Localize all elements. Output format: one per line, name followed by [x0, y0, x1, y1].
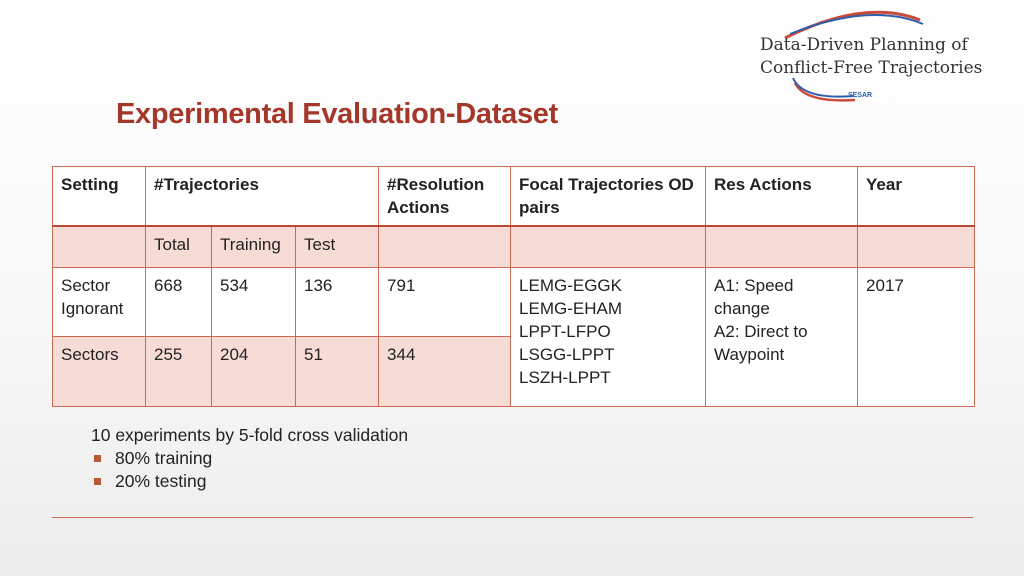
header-year: Year: [858, 167, 975, 227]
header-focal-od-pairs: Focal Trajectories OD pairs: [511, 167, 706, 227]
list-item: [91, 447, 408, 470]
table-row: [53, 268, 975, 337]
cell-training: 204: [212, 337, 296, 407]
od-pair: LEMG-EGGK: [519, 276, 622, 295]
res-action: A1: Speed change: [714, 276, 794, 318]
cell-total: 668: [146, 268, 212, 337]
od-pair: LSZH-LPPT: [519, 368, 611, 387]
cell-year: 2017: [858, 268, 975, 407]
cell-setting: Sectors: [53, 337, 146, 407]
logo-text: [760, 34, 1010, 80]
cell-setting: Sector Ignorant: [53, 268, 146, 337]
dataset-table: [52, 166, 975, 407]
square-bullet-icon: [94, 478, 101, 485]
cell-res-actions: [706, 268, 858, 407]
notes-heading: 10 experiments by 5-fold cross validation: [91, 425, 409, 445]
cell-test: 51: [296, 337, 379, 407]
subheader-empty: [858, 226, 975, 268]
cell-resolution: 344: [379, 337, 511, 407]
table-subheader-row: [53, 226, 975, 268]
od-pair: LSGG-LPPT: [519, 345, 615, 364]
subheader-empty: [379, 226, 511, 268]
logo-line-1: Data-Driven Planning of: [760, 35, 968, 55]
subheader-total: Total: [146, 226, 212, 268]
bullet-text: 20% testing: [115, 471, 207, 491]
notes-list: [91, 447, 408, 493]
subheader-empty: [53, 226, 146, 268]
header-resolution-actions: #Resolution Actions: [379, 167, 511, 227]
cell-test: 136: [296, 268, 379, 337]
table-header-row: [53, 167, 975, 227]
square-bullet-icon: [94, 455, 101, 462]
cell-total: 255: [146, 337, 212, 407]
notes-block: [91, 424, 408, 493]
subheader-training: Training: [212, 226, 296, 268]
header-res-actions: Res Actions: [706, 167, 858, 227]
header-trajectories: #Trajectories: [146, 167, 379, 227]
cell-training: 534: [212, 268, 296, 337]
res-action: A2: Direct to Waypoint: [714, 322, 808, 364]
bullet-text: 80% training: [115, 448, 213, 468]
od-pair: LEMG-EHAM: [519, 299, 622, 318]
slide-title: Experimental Evaluation-Dataset: [116, 98, 558, 130]
subheader-empty: [706, 226, 858, 268]
logo-line-2: Conflict-Free Trajectories: [760, 58, 983, 78]
header-setting: Setting: [53, 167, 146, 227]
cell-od-pairs: [511, 268, 706, 407]
od-pair: LPPT-LFPO: [519, 322, 611, 341]
subheader-test: Test: [296, 226, 379, 268]
cell-resolution: 791: [379, 268, 511, 337]
sesar-logo: SESAR: [848, 92, 873, 99]
footer-divider: [52, 517, 973, 518]
subheader-empty: [511, 226, 706, 268]
list-item: [91, 470, 408, 493]
